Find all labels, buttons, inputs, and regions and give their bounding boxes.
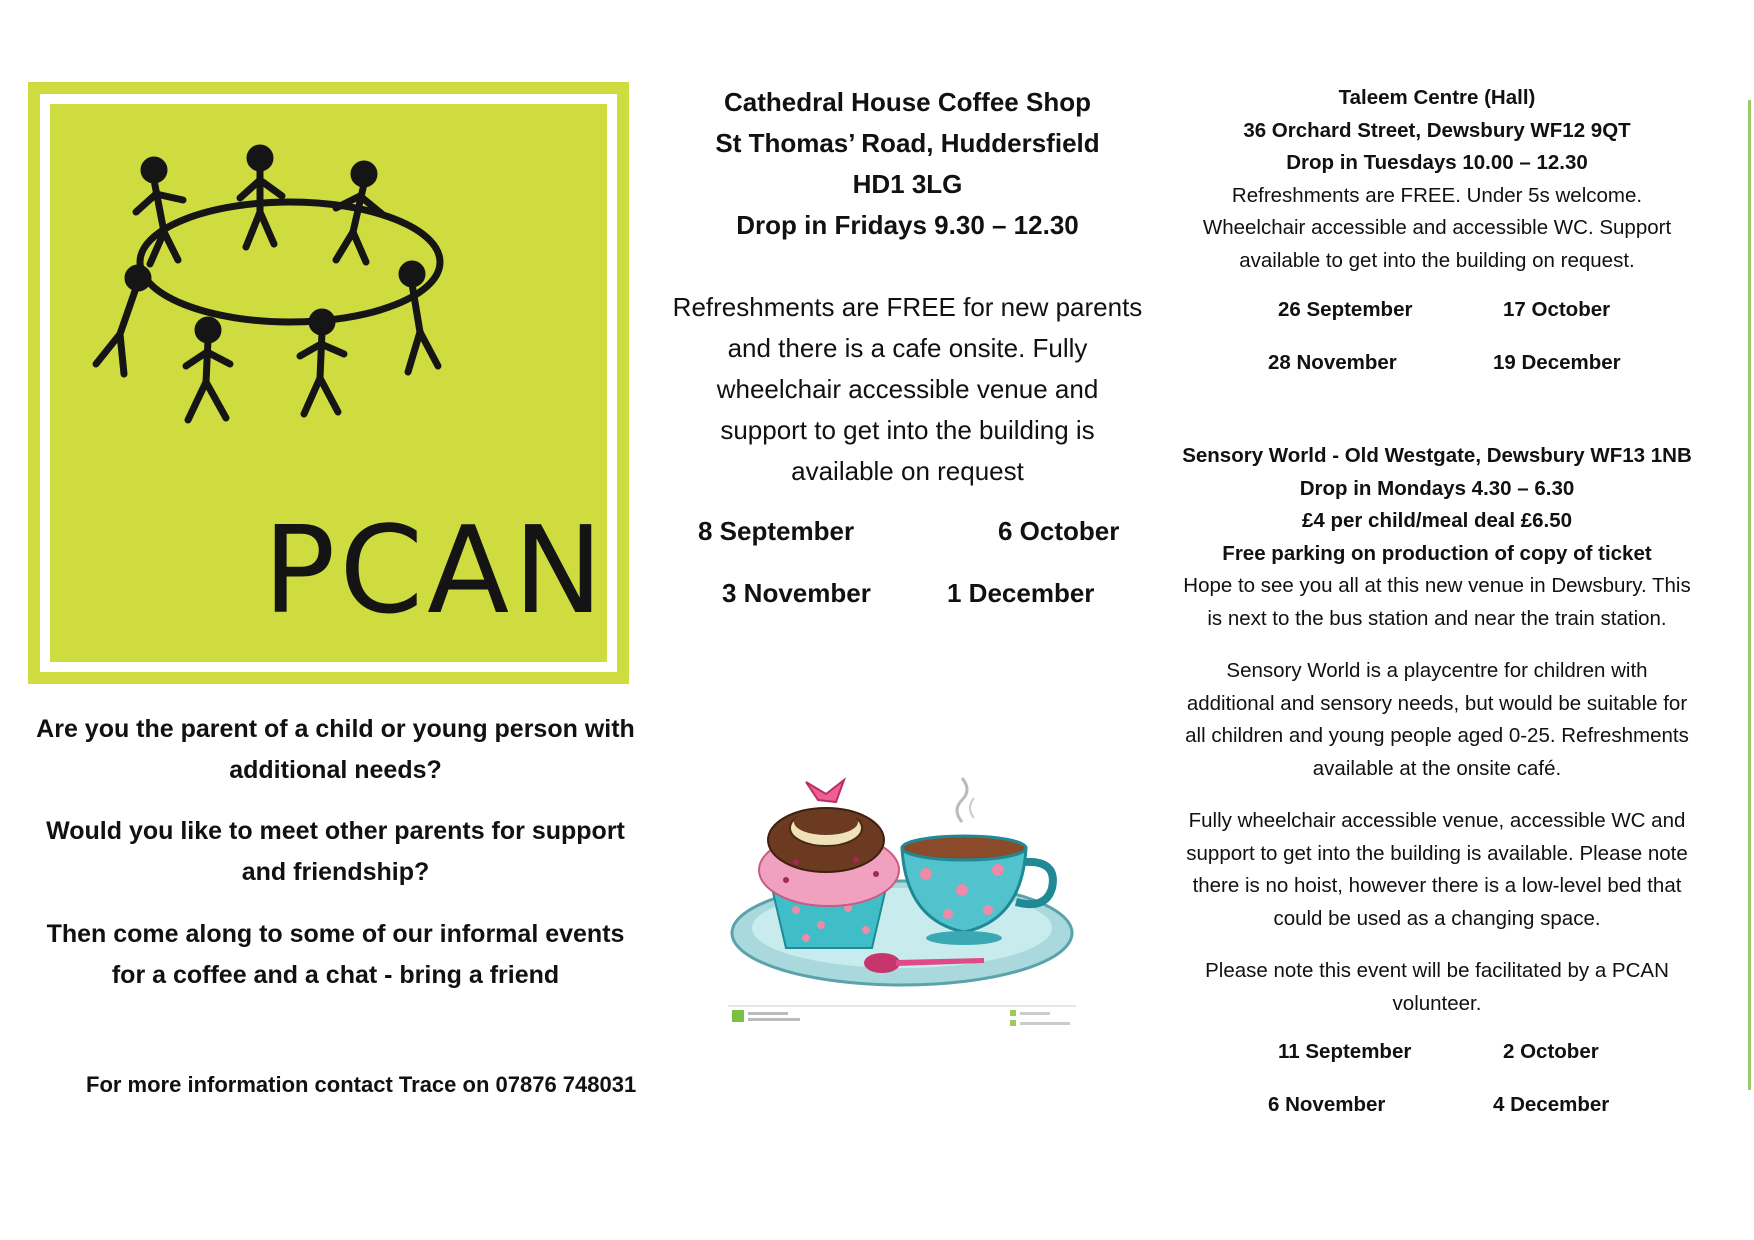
sensory-description-line: all children and young people aged 0-25. Refreshments: [1185, 724, 1689, 747]
sensory-price: £4 per child/meal deal £6.50: [1301, 509, 1573, 532]
taleem-info-line: Wheelchair accessible and accessible WC. Support: [1202, 216, 1672, 239]
date-17-october: 17 October: [1503, 298, 1611, 321]
sensory-description-line: available at the onsite café.: [1312, 756, 1562, 780]
sensory-intro-line: is next to the bus station and near the train station.: [1207, 606, 1667, 630]
sensory-volunteer-line: volunteer.: [1392, 991, 1482, 1015]
date-1-december: 1 December: [947, 578, 1095, 608]
venue-street: St Thomas’ Road, Huddersfield: [715, 128, 1100, 158]
taleem-address: 36 Orchard Street, Dewsbury WF12 9QT: [1243, 118, 1631, 142]
date-26-september: 26 September: [1278, 298, 1413, 321]
logo-brand-text: PCAN: [263, 502, 608, 641]
sensory-drop-in-times: Drop in Mondays 4.30 – 6.30: [1299, 476, 1575, 500]
description-line: and there is a cafe onsite. Fully: [727, 333, 1088, 363]
date-11-september: 11 September: [1278, 1040, 1412, 1063]
sensory-world-block: [1172, 440, 1702, 1020]
description-line: Refreshments are FREE for new parents: [672, 292, 1143, 322]
date-8-september: 8 September: [698, 516, 855, 546]
sensory-description-line: additional and sensory needs, but would be suitable for: [1186, 691, 1688, 715]
sensory-description-line: Sensory World is a playcentre for children with: [1226, 659, 1648, 682]
cathedral-description: [670, 287, 1145, 492]
venue-postcode: HD1 3LG: [852, 169, 963, 199]
sensory-access-line: Fully wheelchair accessible venue, accessible WC and: [1188, 809, 1686, 832]
page-edge-divider: [1748, 100, 1751, 1090]
taleem-info-line: Refreshments are FREE. Under 5s welcome.: [1231, 183, 1643, 207]
date-4-december: 4 December: [1493, 1093, 1610, 1116]
date-3-november: 3 November: [722, 578, 871, 608]
sensory-parking: Free parking on production of copy of ticket: [1222, 541, 1652, 565]
sensory-volunteer-line: Please note this event will be facilitated by a PCAN: [1205, 959, 1669, 982]
venue-name: Cathedral House Coffee Shop: [724, 87, 1091, 117]
description-line: wheelchair accessible venue and: [716, 374, 1099, 404]
date-28-november: 28 November: [1268, 351, 1397, 374]
cupcake-and-tea-illustration: [726, 770, 1082, 1030]
taleem-name: Taleem Centre (Hall): [1338, 86, 1536, 109]
taleem-info-line: available to get into the building on request.: [1239, 248, 1635, 272]
taleem-drop-in-times: Drop in Tuesdays 10.00 – 12.30: [1286, 151, 1588, 174]
venue-drop-in-times: Drop in Fridays 9.30 – 12.30: [736, 210, 1079, 240]
sensory-access-line: support to get into the building is available. Please note: [1186, 841, 1688, 865]
sensory-intro-line: Hope to see you all at this new venue in Dewsbury. This: [1183, 574, 1691, 597]
description-line: available on request: [791, 456, 1024, 486]
taleem-centre-block: [1172, 82, 1702, 277]
cathedral-venue-block: [670, 82, 1145, 246]
sensory-address: Sensory World - Old Westgate, Dewsbury WF13 1NB: [1182, 444, 1692, 467]
question-additional-needs: Are you the parent of a child or young person with additional needs?: [36, 715, 635, 784]
date-2-october: 2 October: [1503, 1040, 1599, 1063]
sensory-access-line: there is no hoist, however there is a low-level bed that: [1192, 874, 1682, 897]
pcan-logo: [28, 82, 629, 684]
invitation-text: Then come along to some of our informal events for a coffee and a chat - bring a friend: [46, 920, 625, 989]
date-6-november: 6 November: [1268, 1093, 1386, 1116]
description-line: support to get into the building is: [720, 415, 1095, 445]
question-meet-parents: Would you like to meet other parents for support and friendship?: [46, 817, 625, 886]
contact-info: For more information contact Trace on 07876 748031: [86, 1072, 637, 1097]
sensory-access-line: could be used as a changing space.: [1273, 906, 1601, 930]
date-19-december: 19 December: [1493, 351, 1621, 374]
date-6-october: 6 October: [998, 516, 1120, 546]
